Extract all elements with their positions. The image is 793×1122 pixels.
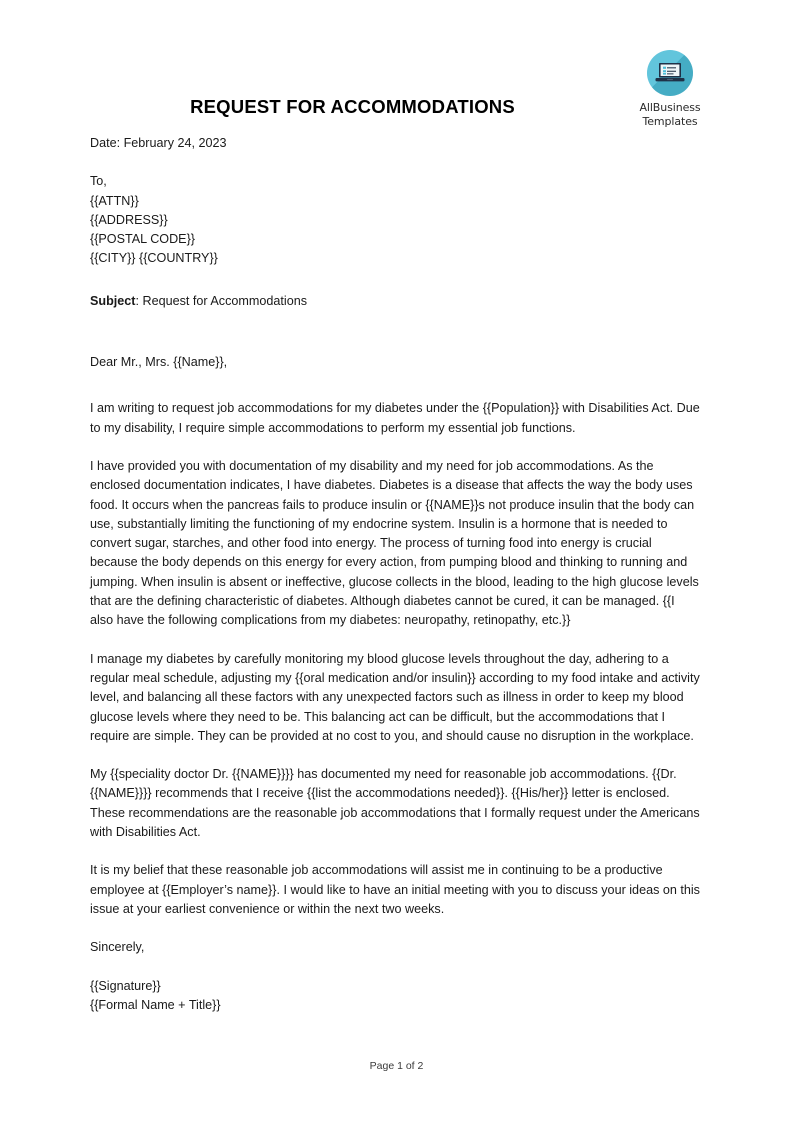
recipient-attn: {{ATTN}} [90,193,139,208]
recipient-address: {{ADDRESS}} [90,212,168,227]
signature-placeholder: {{Signature}} [90,978,161,993]
laptop-icon [647,50,693,96]
subject-separator: : [135,293,143,308]
formal-name-title: {{Formal Name + Title}} [90,997,221,1012]
brand-logo [628,50,712,128]
body-paragraph-2: I have provided you with documentation of my disability and my need for job accommodations. As the enclosed documentation indicates, I have diabetes. Diabetes is a disease that affects the way the body uses food. It occurs when the pancreas fails to produce insulin or {{NAME}}s not produce insulin that the body can use, substantially limiting the functioning of my endocrine system. Insulin is a hormone that is needed to convert sugar, starches, and other food into energy. The process of turning food into energy is crucial because the body depends on this energy for every action, from pumping blood and thinking to running and jumping. When insulin is absent or ineffective, glucose collects in the blood, leading to the high glucose levels that are the defining characteristic of diabetes. Although diabetes cannot be cured, it can be managed. {{I also have the following complications from my diabetes: neuropathy, retinopathy, etc.}} [90,458,699,628]
closing-line: Sincerely, [90,940,145,955]
recipient-city-country: {{CITY}} {{COUNTRY}} [90,251,218,266]
subject-value: Request for Accommodations [142,293,307,308]
body-paragraph-4: My {{speciality doctor Dr. {{NAME}}}} has documented my need for reasonable job accommodations. {{Dr. {{NAME}}}} recommends that I receive {{list the accommodations needed}}. {{His/her}} letter is enclosed. These recommendations are the reasonable job accommodations that I formally request under the Americans with Disabilities Act. [90,767,700,840]
body-paragraph-5: It is my belief that these reasonable job accommodations will assist me in continuing to be a productive employee at {{Employer’s name}}. I would like to have an initial meeting with you to discuss your ideas on this issue at your earliest convenience or within the next two weeks. [90,863,700,916]
signature-block [90,977,700,1016]
page-footer: Page 1 of 2 [369,1060,424,1072]
recipient-address-block [90,172,700,268]
body-paragraph-3: I manage my diabetes by carefully monitoring my blood glucose levels throughout the day, adhering to a regular meal schedule, adjusting my {{oral medication and/or insulin}} according to my food intake and activity level, and balancing all these factors with any unexpected factors such as illness in order to keep my blood glucose levels where they need to be. This balancing act can be difficult, but the accommodations that I require are simple. They can be provided at no cost to you, and should cause no disruption in the workplace. [90,651,700,743]
subject-line [90,292,700,311]
body-paragraph-1: I am writing to request job accommodations for my diabetes under the {{Population}} with Disabilities Act. Due to my disability, I require simple accommodations to perform my essential job functions. [90,401,700,435]
brand-logo-text [628,101,712,128]
brand-logo-line1: AllBusiness [639,101,701,114]
recipient-to-label: To, [90,174,107,189]
salutation: Dear Mr., Mrs. {{Name}}, [90,355,228,370]
letter-body [90,134,700,1015]
date-line: Date: February 24, 2023 [90,136,227,150]
subject-label: Subject [90,293,136,308]
recipient-postal-code: {{POSTAL CODE}} [90,232,195,247]
page-title: REQUEST FOR ACCOMMODATIONS [190,96,515,117]
brand-logo-line2: Templates [642,114,698,128]
